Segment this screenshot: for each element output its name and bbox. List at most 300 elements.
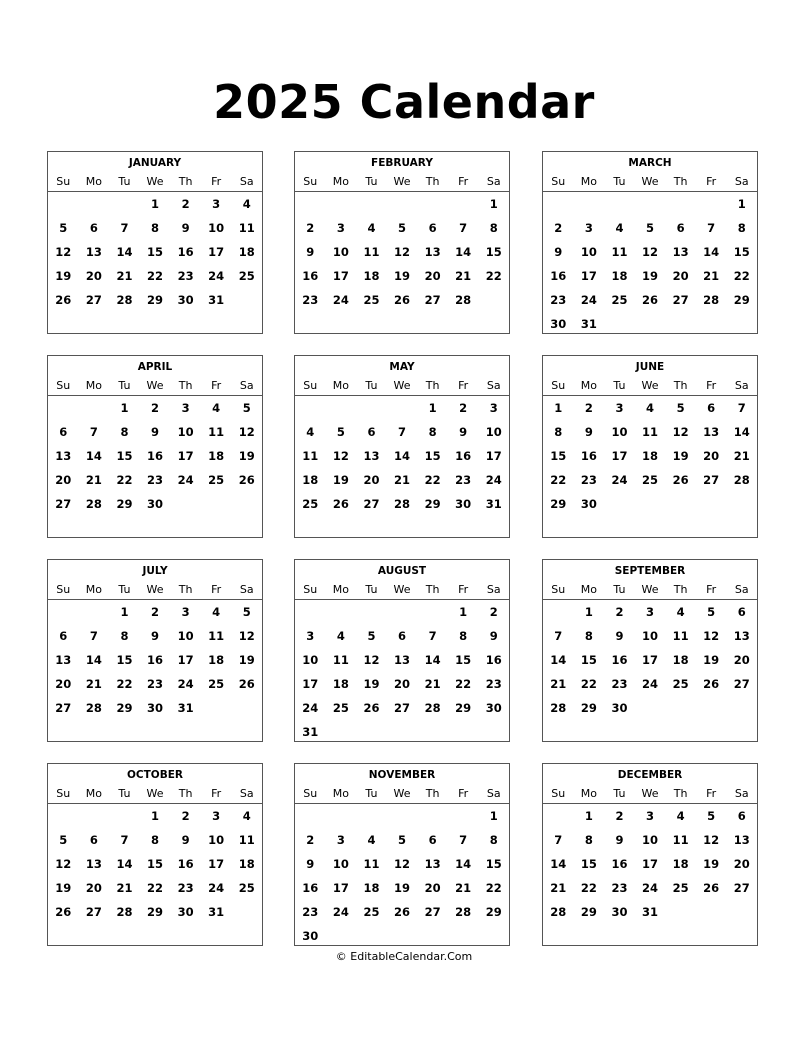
week-row bbox=[48, 444, 262, 468]
day-cell: 25 bbox=[332, 701, 349, 715]
day-cell: 30 bbox=[302, 929, 319, 943]
day-cell: 26 bbox=[238, 677, 255, 691]
day-cell: 30 bbox=[147, 497, 164, 511]
day-cell: 24 bbox=[332, 293, 349, 307]
weekday-label: Th bbox=[425, 379, 440, 392]
day-cell: 11 bbox=[672, 833, 689, 847]
day-cell: 1 bbox=[489, 197, 498, 211]
weekday-label: Mo bbox=[332, 379, 349, 392]
day-cell: 19 bbox=[363, 677, 380, 691]
day-cell: 15 bbox=[485, 245, 502, 259]
weekday-label: Th bbox=[178, 787, 193, 800]
day-cell: 19 bbox=[703, 653, 720, 667]
weekday-label: Tu bbox=[118, 379, 131, 392]
weekday-label: Mo bbox=[580, 787, 597, 800]
weekday-label: Mo bbox=[85, 175, 102, 188]
day-cell bbox=[635, 696, 666, 720]
weekday-header bbox=[48, 784, 262, 804]
day-cell: 16 bbox=[550, 269, 567, 283]
day-cell: 1 bbox=[120, 401, 129, 415]
day-cell: 18 bbox=[238, 245, 255, 259]
day-cell: 12 bbox=[672, 425, 689, 439]
day-cell: 10 bbox=[208, 833, 225, 847]
day-cell: 24 bbox=[208, 269, 225, 283]
day-cell: 2 bbox=[615, 605, 624, 619]
day-cell: 7 bbox=[428, 629, 437, 643]
day-cell: 15 bbox=[116, 449, 133, 463]
day-cell bbox=[231, 288, 262, 312]
weekday-label: Sa bbox=[239, 175, 254, 188]
day-cell bbox=[326, 312, 357, 336]
day-cell: 4 bbox=[646, 401, 655, 415]
day-cell: 12 bbox=[55, 245, 72, 259]
day-cell: 25 bbox=[363, 293, 380, 307]
day-cell: 20 bbox=[703, 449, 720, 463]
week-row bbox=[543, 192, 757, 216]
day-cell bbox=[387, 720, 418, 744]
week-row bbox=[295, 492, 509, 516]
day-cell: 10 bbox=[642, 629, 659, 643]
week-row bbox=[543, 264, 757, 288]
day-cell: 2 bbox=[489, 605, 498, 619]
day-cell: 5 bbox=[336, 425, 345, 439]
day-cell: 25 bbox=[642, 473, 659, 487]
weekday-label: We bbox=[146, 787, 164, 800]
day-cell: 26 bbox=[642, 293, 659, 307]
day-cell bbox=[140, 312, 171, 336]
day-cell: 26 bbox=[238, 473, 255, 487]
day-cell: 18 bbox=[332, 677, 349, 691]
day-cell: 28 bbox=[550, 701, 567, 715]
weekday-label: Sa bbox=[734, 379, 749, 392]
day-cell: 12 bbox=[332, 449, 349, 463]
day-cell bbox=[448, 720, 479, 744]
day-cell bbox=[231, 696, 262, 720]
day-cell: 11 bbox=[302, 449, 319, 463]
day-cell: 5 bbox=[398, 833, 407, 847]
week-row bbox=[543, 516, 757, 540]
weekday-label: We bbox=[393, 379, 411, 392]
month-name: OCTOBER bbox=[127, 769, 183, 781]
day-cell: 13 bbox=[424, 245, 441, 259]
day-cell: 24 bbox=[642, 881, 659, 895]
day-cell bbox=[726, 900, 757, 924]
day-cell: 23 bbox=[177, 269, 194, 283]
week-row bbox=[543, 720, 757, 744]
day-cell: 19 bbox=[332, 473, 349, 487]
day-cell: 11 bbox=[611, 245, 628, 259]
day-cell: 12 bbox=[394, 857, 411, 871]
day-cell: 2 bbox=[554, 221, 563, 235]
day-cell: 30 bbox=[455, 497, 472, 511]
week-row bbox=[295, 696, 509, 720]
week-row bbox=[48, 192, 262, 216]
weekday-label: Fr bbox=[458, 787, 469, 800]
weekday-label: We bbox=[393, 787, 411, 800]
day-cell: 20 bbox=[733, 857, 750, 871]
day-cell: 17 bbox=[642, 653, 659, 667]
weekday-label: Sa bbox=[486, 787, 501, 800]
weekday-label: Tu bbox=[613, 175, 626, 188]
day-cell bbox=[48, 600, 79, 624]
weekday-header bbox=[48, 172, 262, 192]
day-cell bbox=[665, 924, 696, 948]
day-cell: 2 bbox=[306, 221, 315, 235]
day-cell bbox=[48, 396, 79, 420]
day-cell bbox=[448, 192, 479, 216]
weekday-label: Mo bbox=[580, 379, 597, 392]
day-cell bbox=[140, 720, 171, 744]
day-cell: 6 bbox=[737, 605, 746, 619]
month-name: MARCH bbox=[628, 157, 672, 169]
day-cell bbox=[170, 492, 201, 516]
day-cell: 26 bbox=[363, 701, 380, 715]
day-cell bbox=[170, 720, 201, 744]
day-cell: 24 bbox=[642, 677, 659, 691]
week-row bbox=[48, 828, 262, 852]
day-cell: 15 bbox=[147, 857, 164, 871]
day-cell: 15 bbox=[733, 245, 750, 259]
day-cell: 7 bbox=[89, 425, 98, 439]
day-cell: 3 bbox=[615, 401, 624, 415]
weekday-label: Mo bbox=[580, 583, 597, 596]
day-cell: 8 bbox=[554, 425, 563, 439]
weekday-header bbox=[543, 172, 757, 192]
week-row bbox=[543, 288, 757, 312]
week-row bbox=[48, 264, 262, 288]
day-cell bbox=[696, 312, 727, 336]
week-row bbox=[543, 876, 757, 900]
day-cell: 16 bbox=[147, 653, 164, 667]
day-cell bbox=[604, 492, 635, 516]
day-cell bbox=[231, 516, 262, 540]
day-cell: 20 bbox=[85, 881, 102, 895]
weekday-label: Fr bbox=[458, 583, 469, 596]
day-cell: 28 bbox=[550, 905, 567, 919]
weekday-label: Fr bbox=[211, 379, 222, 392]
day-cell bbox=[201, 516, 232, 540]
day-cell bbox=[696, 192, 727, 216]
day-cell: 30 bbox=[611, 905, 628, 919]
day-cell: 31 bbox=[208, 905, 225, 919]
day-cell: 6 bbox=[367, 425, 376, 439]
day-cell: 30 bbox=[550, 317, 567, 331]
weekday-header bbox=[295, 172, 509, 192]
day-cell: 7 bbox=[554, 833, 563, 847]
day-cell: 22 bbox=[733, 269, 750, 283]
day-cell: 5 bbox=[398, 221, 407, 235]
day-cell: 19 bbox=[642, 269, 659, 283]
month-june bbox=[542, 355, 758, 538]
day-cell: 23 bbox=[550, 293, 567, 307]
day-cell: 17 bbox=[177, 449, 194, 463]
day-cell: 3 bbox=[212, 197, 221, 211]
day-cell: 12 bbox=[394, 245, 411, 259]
day-cell bbox=[543, 600, 574, 624]
day-cell: 14 bbox=[550, 653, 567, 667]
week-row bbox=[295, 720, 509, 744]
weekday-label: We bbox=[641, 583, 659, 596]
day-cell: 8 bbox=[120, 629, 129, 643]
day-cell: 9 bbox=[615, 833, 624, 847]
day-cell: 9 bbox=[554, 245, 563, 259]
week-row bbox=[543, 396, 757, 420]
week-row bbox=[48, 804, 262, 828]
day-cell: 8 bbox=[584, 629, 593, 643]
month-name: APRIL bbox=[137, 361, 173, 373]
day-cell bbox=[356, 192, 387, 216]
day-cell: 8 bbox=[151, 833, 160, 847]
day-cell: 19 bbox=[55, 269, 72, 283]
day-cell: 2 bbox=[306, 833, 315, 847]
day-cell bbox=[231, 312, 262, 336]
day-cell bbox=[726, 492, 757, 516]
weekday-label: Sa bbox=[734, 787, 749, 800]
week-row bbox=[543, 216, 757, 240]
week-row bbox=[48, 600, 262, 624]
day-cell: 26 bbox=[55, 293, 72, 307]
day-cell: 31 bbox=[485, 497, 502, 511]
day-cell: 15 bbox=[455, 653, 472, 667]
day-cell bbox=[387, 396, 418, 420]
weekday-header bbox=[543, 784, 757, 804]
day-cell: 4 bbox=[242, 197, 251, 211]
week-row bbox=[48, 720, 262, 744]
week-row bbox=[295, 600, 509, 624]
day-cell: 9 bbox=[306, 857, 315, 871]
day-cell bbox=[326, 516, 357, 540]
day-cell: 4 bbox=[367, 221, 376, 235]
week-row bbox=[48, 312, 262, 336]
day-cell bbox=[79, 804, 110, 828]
day-cell bbox=[726, 696, 757, 720]
month-september bbox=[542, 559, 758, 742]
day-cell bbox=[295, 312, 326, 336]
week-row bbox=[295, 648, 509, 672]
day-cell: 7 bbox=[707, 221, 716, 235]
day-cell bbox=[543, 516, 574, 540]
day-cell: 18 bbox=[238, 857, 255, 871]
day-cell: 18 bbox=[208, 449, 225, 463]
week-row bbox=[48, 672, 262, 696]
weekday-label: Sa bbox=[239, 379, 254, 392]
day-cell: 9 bbox=[151, 629, 160, 643]
day-cell: 17 bbox=[177, 653, 194, 667]
day-cell bbox=[295, 600, 326, 624]
weekday-label: We bbox=[146, 175, 164, 188]
day-cell: 10 bbox=[332, 245, 349, 259]
day-cell: 14 bbox=[424, 653, 441, 667]
day-cell: 14 bbox=[394, 449, 411, 463]
week-row bbox=[295, 876, 509, 900]
day-cell: 25 bbox=[208, 677, 225, 691]
day-cell bbox=[478, 312, 509, 336]
day-cell: 22 bbox=[485, 881, 502, 895]
day-cell: 14 bbox=[733, 425, 750, 439]
weekday-label: Mo bbox=[332, 583, 349, 596]
day-cell: 10 bbox=[580, 245, 597, 259]
weekday-label: Fr bbox=[706, 379, 717, 392]
day-cell: 23 bbox=[177, 881, 194, 895]
month-april bbox=[47, 355, 263, 538]
day-cell bbox=[574, 192, 605, 216]
day-cell: 6 bbox=[59, 629, 68, 643]
day-cell bbox=[726, 312, 757, 336]
day-cell: 1 bbox=[584, 605, 593, 619]
day-cell: 29 bbox=[147, 905, 164, 919]
day-cell bbox=[387, 516, 418, 540]
day-cell: 8 bbox=[459, 629, 468, 643]
day-cell: 2 bbox=[615, 809, 624, 823]
day-cell: 25 bbox=[302, 497, 319, 511]
day-cell: 22 bbox=[424, 473, 441, 487]
day-cell: 26 bbox=[394, 905, 411, 919]
day-cell: 18 bbox=[672, 857, 689, 871]
day-cell bbox=[109, 312, 140, 336]
day-cell: 2 bbox=[181, 197, 190, 211]
week-row bbox=[48, 876, 262, 900]
day-cell: 29 bbox=[580, 905, 597, 919]
day-cell bbox=[417, 720, 448, 744]
day-cell: 4 bbox=[676, 605, 685, 619]
weekday-label: We bbox=[641, 787, 659, 800]
day-cell: 29 bbox=[116, 701, 133, 715]
day-cell: 14 bbox=[455, 245, 472, 259]
day-cell: 8 bbox=[584, 833, 593, 847]
day-cell: 30 bbox=[580, 497, 597, 511]
month-july bbox=[47, 559, 263, 742]
day-cell: 10 bbox=[611, 425, 628, 439]
day-cell: 26 bbox=[703, 881, 720, 895]
weekday-label: Tu bbox=[613, 787, 626, 800]
day-cell: 7 bbox=[120, 833, 129, 847]
day-cell: 12 bbox=[238, 425, 255, 439]
week-row bbox=[48, 288, 262, 312]
day-cell bbox=[696, 720, 727, 744]
day-cell: 19 bbox=[703, 857, 720, 871]
week-row bbox=[543, 600, 757, 624]
day-cell bbox=[635, 312, 666, 336]
weekday-header bbox=[295, 376, 509, 396]
day-cell: 6 bbox=[428, 221, 437, 235]
day-cell bbox=[79, 516, 110, 540]
day-cell: 25 bbox=[672, 677, 689, 691]
weekday-label: Th bbox=[425, 583, 440, 596]
week-row bbox=[543, 624, 757, 648]
page-title: 2025 Calendar bbox=[213, 75, 595, 129]
day-cell: 28 bbox=[394, 497, 411, 511]
day-cell: 29 bbox=[424, 497, 441, 511]
day-cell bbox=[543, 720, 574, 744]
day-cell: 29 bbox=[550, 497, 567, 511]
day-cell: 15 bbox=[550, 449, 567, 463]
day-cell: 27 bbox=[85, 293, 102, 307]
week-row bbox=[48, 492, 262, 516]
weekday-label: Sa bbox=[239, 583, 254, 596]
weekday-label: Fr bbox=[211, 175, 222, 188]
day-cell: 21 bbox=[550, 677, 567, 691]
day-cell: 5 bbox=[707, 605, 716, 619]
weekday-label: Th bbox=[673, 583, 688, 596]
day-cell: 12 bbox=[703, 833, 720, 847]
day-cell bbox=[478, 516, 509, 540]
day-cell: 8 bbox=[489, 221, 498, 235]
month-name: JANUARY bbox=[128, 157, 182, 169]
week-row bbox=[295, 516, 509, 540]
week-row bbox=[295, 828, 509, 852]
day-cell: 27 bbox=[55, 701, 72, 715]
day-cell: 9 bbox=[181, 221, 190, 235]
day-cell: 21 bbox=[116, 269, 133, 283]
weekday-label: Mo bbox=[332, 175, 349, 188]
day-cell: 3 bbox=[306, 629, 315, 643]
weekday-label: Mo bbox=[85, 583, 102, 596]
day-cell: 28 bbox=[703, 293, 720, 307]
day-cell bbox=[109, 516, 140, 540]
week-row bbox=[295, 216, 509, 240]
day-cell: 3 bbox=[489, 401, 498, 415]
day-cell: 26 bbox=[332, 497, 349, 511]
day-cell: 18 bbox=[363, 881, 380, 895]
day-cell: 28 bbox=[85, 701, 102, 715]
day-cell: 28 bbox=[455, 293, 472, 307]
day-cell: 16 bbox=[455, 449, 472, 463]
day-cell: 11 bbox=[238, 221, 255, 235]
day-cell: 23 bbox=[302, 905, 319, 919]
day-cell bbox=[387, 192, 418, 216]
weekday-label: Su bbox=[303, 583, 318, 596]
day-cell bbox=[726, 924, 757, 948]
day-cell bbox=[478, 924, 509, 948]
day-cell bbox=[48, 924, 79, 948]
day-cell: 17 bbox=[642, 857, 659, 871]
day-cell bbox=[726, 720, 757, 744]
day-cell: 22 bbox=[455, 677, 472, 691]
weekday-label: Mo bbox=[580, 175, 597, 188]
week-row bbox=[295, 468, 509, 492]
day-cell: 21 bbox=[733, 449, 750, 463]
day-cell bbox=[79, 396, 110, 420]
day-cell: 24 bbox=[302, 701, 319, 715]
day-cell: 3 bbox=[336, 833, 345, 847]
day-cell bbox=[635, 516, 666, 540]
day-cell: 9 bbox=[584, 425, 593, 439]
day-cell: 2 bbox=[181, 809, 190, 823]
month-name: NOVEMBER bbox=[368, 769, 436, 781]
day-cell: 6 bbox=[59, 425, 68, 439]
day-cell bbox=[231, 924, 262, 948]
day-cell: 1 bbox=[459, 605, 468, 619]
day-cell: 5 bbox=[242, 605, 251, 619]
day-cell: 6 bbox=[89, 833, 98, 847]
day-cell bbox=[387, 804, 418, 828]
weekday-label: Th bbox=[673, 379, 688, 392]
weekday-label: Su bbox=[551, 379, 566, 392]
day-cell: 14 bbox=[550, 857, 567, 871]
day-cell: 27 bbox=[424, 293, 441, 307]
day-cell: 23 bbox=[611, 677, 628, 691]
week-row bbox=[48, 900, 262, 924]
day-cell: 27 bbox=[85, 905, 102, 919]
week-row bbox=[295, 852, 509, 876]
day-cell: 2 bbox=[151, 605, 160, 619]
day-cell: 14 bbox=[85, 449, 102, 463]
day-cell: 15 bbox=[424, 449, 441, 463]
day-cell: 24 bbox=[177, 473, 194, 487]
day-cell bbox=[417, 192, 448, 216]
day-cell: 7 bbox=[554, 629, 563, 643]
weekday-label: Sa bbox=[734, 175, 749, 188]
